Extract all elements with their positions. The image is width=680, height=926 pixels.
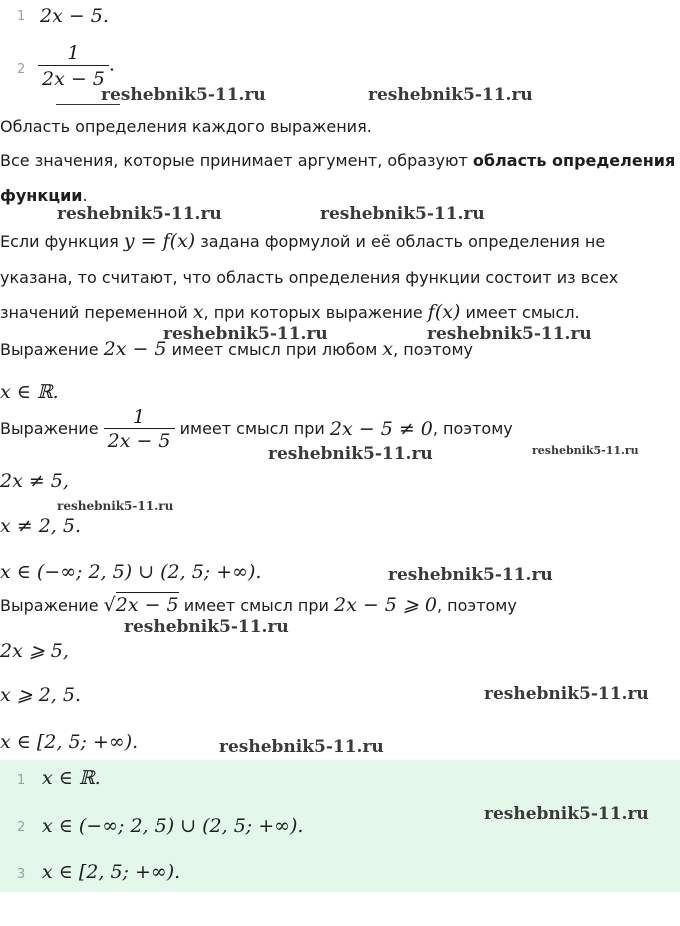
- expression: 2x − 5.: [40, 5, 109, 27]
- answer-expression: x ∈ ℝ.: [42, 767, 101, 789]
- solution-3-line2: x ⩾ 2, 5.: [0, 684, 82, 706]
- solution-2-line3: x ∈ (−∞; 2, 5) ∪ (2, 5; +∞).: [0, 561, 262, 583]
- solution-2-text: Выражение $\frac{1}{2x - 5}$ имеет смысл при 2x − 5 ≠ 0, поэтому: [0, 406, 513, 452]
- answer-expression: x ∈ (−∞; 2, 5) ∪ (2, 5; +∞).: [42, 815, 304, 837]
- list-number: 1: [17, 9, 26, 24]
- paragraph-definition: Все значения, которые принимает аргумент, образуют область определения: [0, 151, 676, 170]
- answer-number: 2: [17, 820, 26, 835]
- watermark: reshebnik5-11.ru: [388, 565, 553, 585]
- solution-1-result: x ∈ ℝ.: [0, 381, 59, 403]
- solution-3-text: Выражение √2x − 5 имеет смысл при 2x − 5 ⩾ 0, поэтому: [0, 594, 517, 616]
- watermark: reshebnik5-11.ru: [368, 85, 533, 105]
- watermark: reshebnik5-11.ru: [427, 324, 592, 344]
- solution-2-line1: 2x ≠ 5,: [0, 470, 69, 492]
- answer-number: 3: [17, 867, 26, 882]
- watermark: reshebnik5-11.ru: [484, 804, 649, 824]
- list-number: 2: [17, 62, 26, 77]
- paragraph-rule-line2: указана, то считают, что область определения функции состоит из всех: [0, 268, 619, 287]
- watermark: reshebnik5-11.ru: [57, 204, 222, 224]
- answer-expression: x ∈ [2, 5; +∞).: [42, 861, 181, 883]
- paragraph-definition-end: функции.: [0, 186, 88, 205]
- answer-number: 1: [17, 773, 26, 788]
- fraction: $\frac{1}{2x - 5}$ .: [38, 42, 115, 90]
- watermark: reshebnik5-11.ru: [124, 617, 289, 637]
- watermark: reshebnik5-11.ru: [484, 684, 649, 704]
- solution-1-text: Выражение 2x − 5 имеет смысл при любом x, поэтому: [0, 338, 473, 360]
- watermark: reshebnik5-11.ru: [101, 85, 266, 105]
- watermark: reshebnik5-11.ru: [532, 444, 639, 457]
- watermark: reshebnik5-11.ru: [163, 324, 328, 344]
- solution-2-line2: x ≠ 2, 5.: [0, 515, 82, 537]
- paragraph-domain: Область определения каждого выражения.: [0, 117, 372, 136]
- watermark: reshebnik5-11.ru: [219, 737, 384, 757]
- watermark: reshebnik5-11.ru: [320, 204, 485, 224]
- paragraph-rule-line3: значений переменной x, при которых выражение f(x) имеет смысл.: [0, 301, 580, 323]
- answer-box: [0, 760, 680, 892]
- solution-3-line1: 2x ⩾ 5,: [0, 640, 69, 662]
- watermark: reshebnik5-11.ru: [57, 499, 174, 513]
- solution-3-line3: x ∈ [2, 5; +∞).: [0, 731, 139, 753]
- paragraph-rule-line1: Если функция y = f(x) задана формулой и её область определения не: [0, 230, 606, 252]
- watermark: reshebnik5-11.ru: [268, 444, 433, 464]
